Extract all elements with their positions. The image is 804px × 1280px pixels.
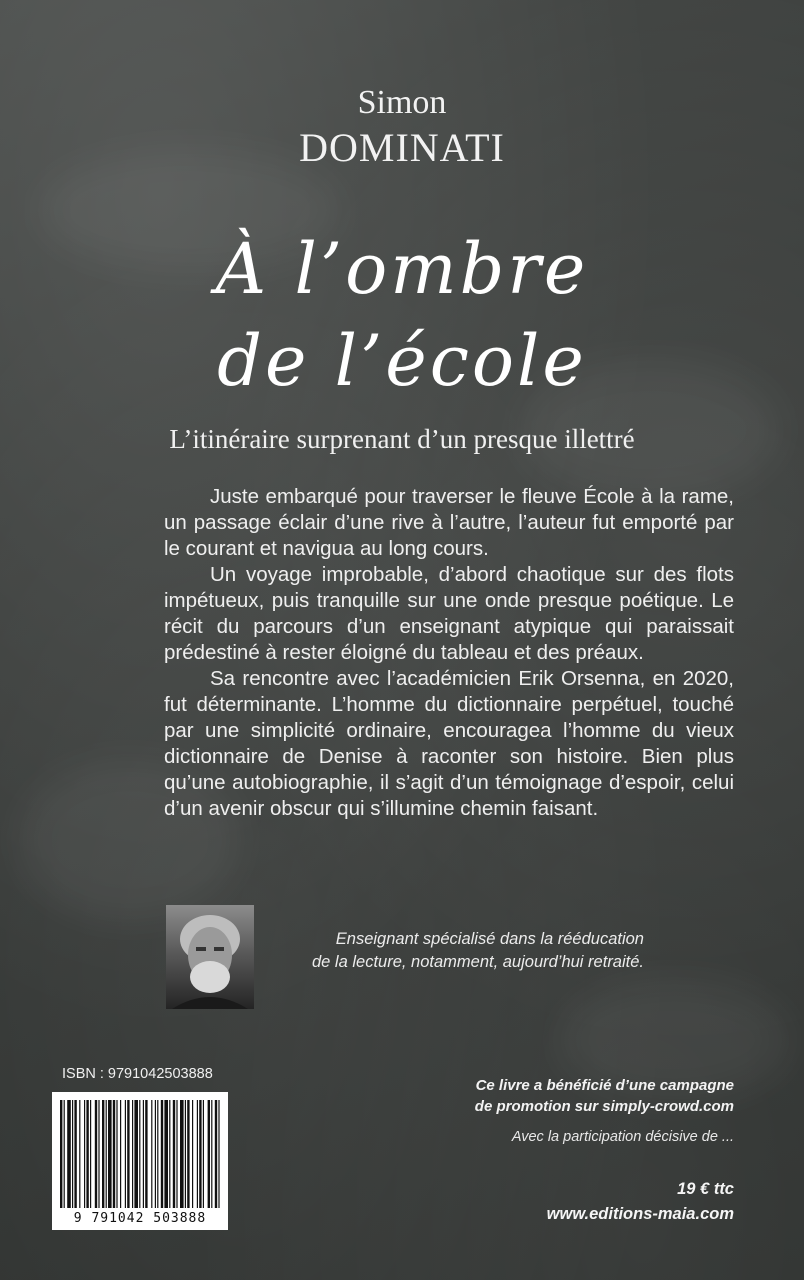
barcode-bar <box>180 1100 184 1208</box>
barcode-bar <box>67 1100 71 1208</box>
barcode-bar <box>187 1100 189 1208</box>
barcode-bar <box>215 1100 217 1208</box>
blurb-paragraph: Juste embarqué pour traverser le fleuve École à la rame, un passage éclair d’une rive à l’autre, l’auteur fut emporté par le courant et navigua au long cours. <box>164 485 734 560</box>
barcode-bar <box>197 1100 198 1208</box>
blurb-paragraph: Sa rencontre avec l’académicien Erik Orsenna, en 2020, fut déterminante. L’homme du dictionnaire perpétuel, touché par une simplicité ordinaire, encouragea l’homme du vieux dictionnaire de Denise à raconter son histoire. Bien plus qu’une autobiographie, il s’agit d’un témoignage d’espoir, celui d’un avenir obscur qui s’illumine chemin faisant. <box>164 667 734 820</box>
publisher-website: www.editions-maia.com <box>546 1205 734 1223</box>
barcode-bar <box>203 1100 204 1208</box>
barcode-bar <box>84 1100 85 1208</box>
book-subtitle: L’itinéraire surprenant d’un presque illettré <box>169 424 635 454</box>
barcode-bar <box>72 1100 73 1208</box>
barcode-bar <box>113 1100 115 1208</box>
barcode-bar <box>173 1100 175 1208</box>
crowdfunding-note <box>414 1075 734 1117</box>
participation-note: Avec la participation décisive de ... <box>511 1129 734 1145</box>
barcode-bar <box>74 1100 76 1208</box>
barcode-bar <box>86 1100 88 1208</box>
barcode-bar <box>95 1100 97 1208</box>
barcode-bar <box>90 1100 91 1208</box>
book-title-line2: de l’école <box>217 320 587 402</box>
barcode-bar <box>161 1100 163 1208</box>
barcode-bar <box>164 1100 168 1208</box>
barcode-bar <box>106 1100 107 1208</box>
author-photo <box>166 905 254 1009</box>
barcode-bar <box>120 1100 121 1208</box>
barcode-bar <box>116 1100 117 1208</box>
isbn-label: ISBN : 9791042503888 <box>62 1066 213 1082</box>
crowdfunding-line: Ce livre a bénéficié d’une campagne <box>475 1077 734 1094</box>
barcode-bar <box>79 1100 80 1208</box>
blurb-paragraph: Un voyage improbable, d’abord chaotique sur des flots impétueux, puis tranquille sur une onde presque poétique. Le récit du parcours d’un enseignant atypique qui paraissait prédestiné à rester éloigné du tableau et des préaux. <box>164 563 734 664</box>
author-bio-line: de la lecture, notamment, aujourd’hui retraité. <box>311 953 644 971</box>
barcode-bar <box>134 1100 138 1208</box>
barcode-bar <box>151 1100 152 1208</box>
barcode-bar <box>127 1100 129 1208</box>
barcode-bar <box>192 1100 193 1208</box>
barcode-bar <box>143 1100 144 1208</box>
barcode-bar <box>169 1100 170 1208</box>
barcode-bar <box>60 1100 62 1208</box>
barcode-bar <box>145 1100 147 1208</box>
barcode-bar <box>125 1100 126 1208</box>
barcode-bar <box>139 1100 140 1208</box>
barcode <box>52 1092 228 1230</box>
barcode-bar <box>132 1100 133 1208</box>
book-title-line1: À l’ombre <box>215 228 589 310</box>
barcode-bar <box>185 1100 186 1208</box>
barcode-bar <box>176 1100 177 1208</box>
barcode-bar <box>108 1100 112 1208</box>
author-bio-line: Enseignant spécialisé dans la rééducation <box>335 930 644 948</box>
barcode-bar <box>155 1100 156 1208</box>
barcode-bar <box>208 1100 210 1208</box>
barcode-bar <box>211 1100 212 1208</box>
author-last-name: DOMINATI <box>299 125 505 170</box>
author-bio <box>270 928 644 974</box>
back-cover-blurb <box>164 484 734 822</box>
barcode-bar <box>64 1100 65 1208</box>
crowdfunding-line: de promotion sur simply-crowd.com <box>474 1098 734 1115</box>
price: 19 € ttc <box>677 1180 734 1198</box>
barcode-bar <box>157 1100 158 1208</box>
author-first-name: Simon <box>357 84 447 121</box>
barcode-bar <box>199 1100 201 1208</box>
barcode-bar <box>218 1100 219 1208</box>
barcode-bar <box>98 1100 99 1208</box>
barcode-bars <box>52 1092 228 1230</box>
barcode-bar <box>102 1100 104 1208</box>
barcode-digits: 9 791042 503888 <box>73 1211 207 1226</box>
